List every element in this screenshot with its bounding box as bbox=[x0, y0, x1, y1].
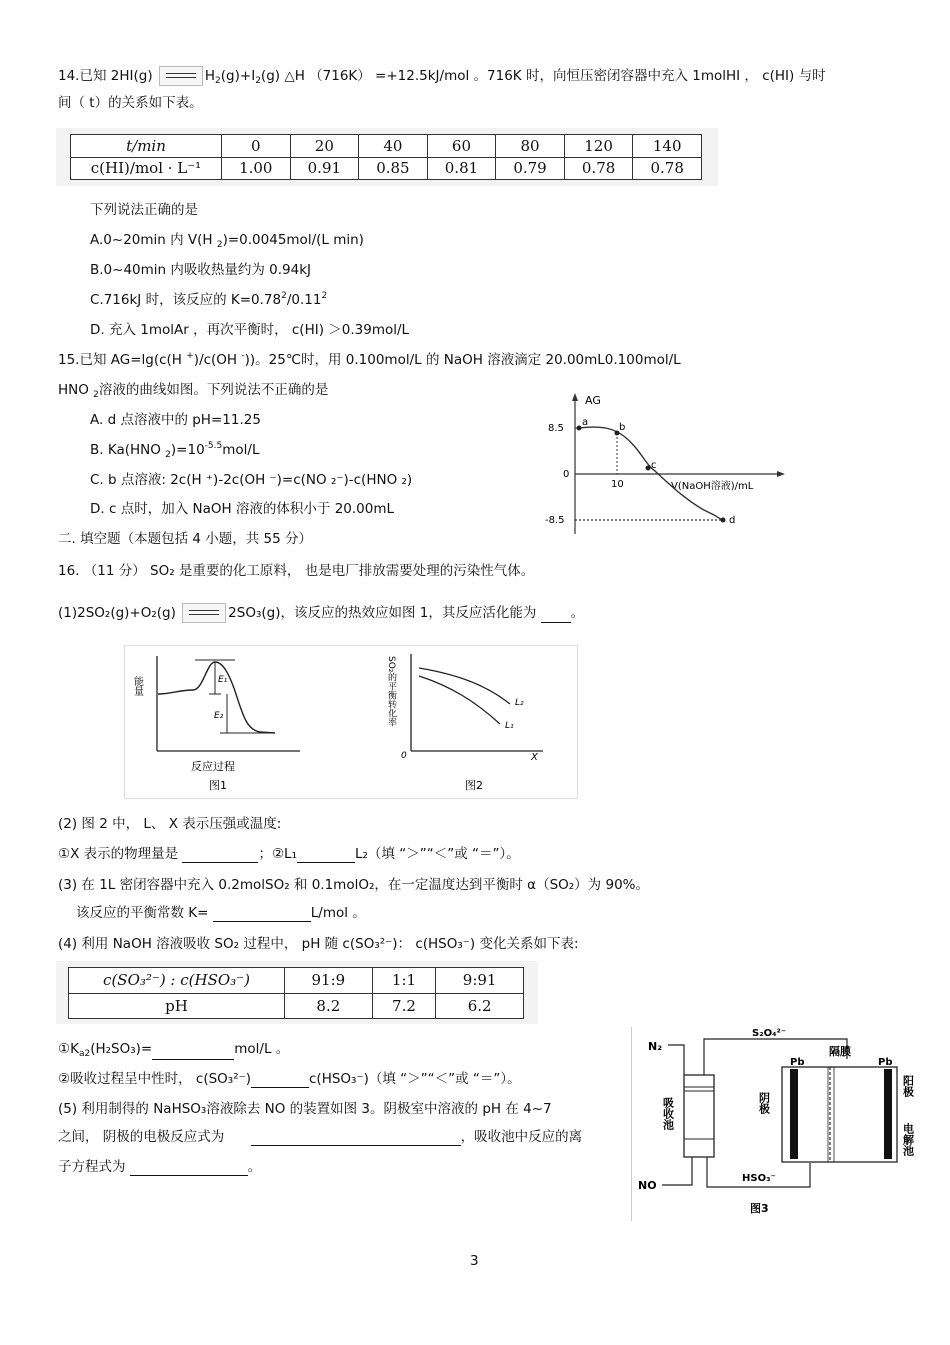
q16-part4-q2: ②吸收过程呈中性时， c(SO₃²⁻) c(HSO₃⁻)（填 “＞”“＜”或 “＝”）。 bbox=[58, 1071, 521, 1087]
fig2-origin: 0 bbox=[401, 751, 407, 761]
equilibrium-arrow-icon bbox=[182, 603, 226, 623]
q16-part5-line3: 子方程式为 。 bbox=[58, 1159, 262, 1175]
q16-part4-q1: $①K_{a2}(H_2SO_3)= mol/L$ 。 bbox=[58, 1041, 290, 1059]
absorber-label: 吸收池 bbox=[661, 1097, 675, 1130]
q16-part2-questions: ①X 表示的物理量是 ；②L₁ L₂（填 “＞”“＜”或 “＝”）。 bbox=[58, 846, 520, 862]
y-axis-arrow-icon bbox=[572, 393, 578, 401]
y-axis-label: AG bbox=[585, 394, 601, 407]
pb-right-label: Pb bbox=[878, 1057, 893, 1068]
q16-table-image bbox=[56, 961, 538, 1024]
point-a bbox=[577, 426, 582, 431]
x-axis-arrow-icon bbox=[777, 471, 785, 477]
fig2-curve-l2 bbox=[419, 668, 510, 704]
point-label: d bbox=[729, 515, 736, 526]
y-tick-label: 0 bbox=[563, 469, 570, 480]
x-axis-label: V(NaOH溶液)/mL bbox=[671, 481, 754, 492]
q16-part2: (2) 图 2 中， L、 X 表示压强或温度: bbox=[58, 816, 282, 832]
q16-part4: (4) 利用 NaOH 溶液吸收 SO₂ 过程中， pH 随 c(SO₃²⁻)： c(HSO₃⁻) 变化关系如下表: bbox=[58, 936, 579, 952]
no-pipe bbox=[662, 1157, 692, 1185]
answer-blank[interactable] bbox=[251, 1073, 309, 1088]
fig1-energy-curve bbox=[158, 662, 275, 733]
q15-option-b: B. Ka(HNO $_2)=10^{-5.5}mol/L$ bbox=[90, 441, 260, 460]
equilibrium-arrow-icon bbox=[159, 66, 203, 86]
electrolytic-cell bbox=[782, 1067, 897, 1162]
fig2-x-label: X bbox=[531, 752, 538, 763]
figures-1-2 bbox=[124, 645, 578, 799]
table-row: t/min 0 20 40 60 80 120 140 bbox=[71, 135, 702, 158]
q14-line1: 14.已知 2HI(g) $H_2(g)+I_2(g)$ △H （716K） =+12.5kJ/mol 。716K 时，向恒压密闭容器中充入 1molHI ， c(HI) 与时 bbox=[58, 68, 826, 86]
q14-option-d: D. 充入 1molAr ，再次平衡时， c(HI) ＞0.39mol/L bbox=[90, 322, 410, 338]
q14-line2: 间（ t）的关系如下表。 bbox=[58, 95, 203, 111]
s2o4-label: S₂O₄²⁻ bbox=[752, 1028, 787, 1039]
q16-part3: (3) 在 1L 密闭容器中充入 0.2molSO₂ 和 0.1molO₂，在一定温度达到平衡时 α（SO₂）为 90%。 bbox=[58, 877, 649, 893]
table-row: pH 8.2 7.2 6.2 bbox=[69, 993, 524, 1019]
q15-option-c: C. b 点溶液: 2c(H ⁺)-2c(OH ⁻)=c(NO ₂⁻)-c(HNO ₂) bbox=[90, 472, 413, 488]
table-row: c(HI)/mol · L⁻¹ 1.00 0.91 0.85 0.81 0.79 0.78 0.78 bbox=[71, 157, 702, 180]
fig1-caption: 图1 bbox=[209, 779, 227, 792]
n2-pipe bbox=[668, 1045, 684, 1075]
fig1-e1-label: E₁ bbox=[218, 675, 228, 685]
answer-blank[interactable] bbox=[213, 907, 311, 922]
answer-blank[interactable] bbox=[251, 1131, 461, 1146]
y-tick-label: 8.5 bbox=[548, 423, 564, 434]
point-label: b bbox=[619, 422, 626, 433]
q14-option-b: B.0~40min 内吸收热量约为 0.94kJ bbox=[90, 262, 312, 278]
x-tick-label: 10 bbox=[611, 479, 624, 490]
q15-line1: 15.已知 AG=lg(c(H +)/c(OH -))。25℃时，用 0.100mol/L 的 NaOH 溶液滴定 20.00mL0.100mol/L bbox=[58, 351, 681, 368]
q16-intro: 16. （11 分） SO₂ 是重要的化工原料， 也是电厂排放需要处理的污染性气体。 bbox=[58, 563, 535, 579]
cell-label: 电解池 bbox=[901, 1123, 915, 1156]
q16-part3-question: 该反应的平衡常数 K= L/mol 。 bbox=[76, 905, 366, 921]
figure-3-apparatus bbox=[631, 1027, 937, 1221]
q16-part5: (5) 利用制得的 NaHSO₃溶液除去 NO 的装置如图 3。阴极室中溶液的 pH 在 4~7 bbox=[58, 1101, 552, 1117]
fig2-l1-label: L₁ bbox=[505, 721, 514, 731]
q15-line2: HNO $_2$溶液的曲线如图。下列说法不正确的是 bbox=[58, 382, 329, 400]
cathode-label: 阴极 bbox=[757, 1092, 771, 1114]
point-d bbox=[721, 518, 726, 523]
q14-option-a: A.0~20min 内 V(H $_2$)=0.0045mol/(L min) bbox=[90, 232, 364, 250]
anode-label: 阳极 bbox=[901, 1075, 915, 1097]
answer-blank[interactable] bbox=[152, 1045, 234, 1060]
q16-part5-line2: 之间， 阴极的电极反应式为 ，吸收池中反应的离 bbox=[58, 1129, 583, 1145]
fig2-caption: 图2 bbox=[465, 779, 483, 792]
answer-blank[interactable] bbox=[297, 848, 355, 863]
y-tick-label: -8.5 bbox=[545, 515, 565, 526]
point-label: a bbox=[582, 417, 589, 428]
q16-part1: (1)2SO₂(g)+O₂(g) 2SO₃(g)，该反应的热效应如图 1，其反应活化能为 。 bbox=[58, 605, 585, 621]
q15-option-d: D. c 点时，加入 NaOH 溶液的体积小于 20.00mL bbox=[90, 501, 395, 517]
q14-table-image bbox=[56, 128, 718, 186]
n2-label: N₂ bbox=[648, 1040, 663, 1053]
no-label: NO bbox=[638, 1179, 657, 1192]
table-row: c(SO₃²⁻) : c(HSO₃⁻) 91:9 1:1 9:91 bbox=[69, 968, 524, 994]
point-label: c bbox=[651, 460, 657, 471]
fig1-e2-label: E₂ bbox=[214, 711, 224, 721]
fig1-x-label: 反应过程 bbox=[191, 760, 235, 773]
fig1-y-label: 能量 bbox=[131, 676, 143, 696]
answer-blank[interactable] bbox=[541, 608, 571, 623]
q14-data-table bbox=[70, 134, 702, 180]
q16-data-table bbox=[68, 967, 524, 1019]
q14-prompt: 下列说法正确的是 bbox=[90, 202, 198, 218]
hso3-label: HSO₃⁻ bbox=[742, 1173, 776, 1184]
page-number: 3 bbox=[470, 1253, 479, 1269]
fig3-caption: 图3 bbox=[750, 1202, 769, 1215]
q15-ag-graph bbox=[545, 389, 787, 539]
q14-option-c: C.716kJ 时，该反应的 $K=0.78^2/0.11^2$ bbox=[90, 291, 328, 308]
membrane-label: 隔膜 bbox=[829, 1045, 851, 1058]
cathode-plate bbox=[790, 1069, 798, 1159]
fig2-curve-l1 bbox=[419, 676, 500, 724]
answer-blank[interactable] bbox=[130, 1161, 248, 1176]
point-c bbox=[646, 466, 651, 471]
anode-plate bbox=[884, 1069, 892, 1159]
q15-option-a: A. d 点溶液中的 pH=11.25 bbox=[90, 412, 261, 428]
pb-left-label: Pb bbox=[790, 1057, 805, 1068]
section-heading: 二. 填空题（本题包括 4 小题，共 55 分） bbox=[58, 531, 313, 547]
fig2-y-label: SO₂的平衡转化率 bbox=[386, 656, 396, 727]
fig2-l2-label: L₂ bbox=[515, 698, 524, 708]
answer-blank[interactable] bbox=[182, 848, 258, 863]
